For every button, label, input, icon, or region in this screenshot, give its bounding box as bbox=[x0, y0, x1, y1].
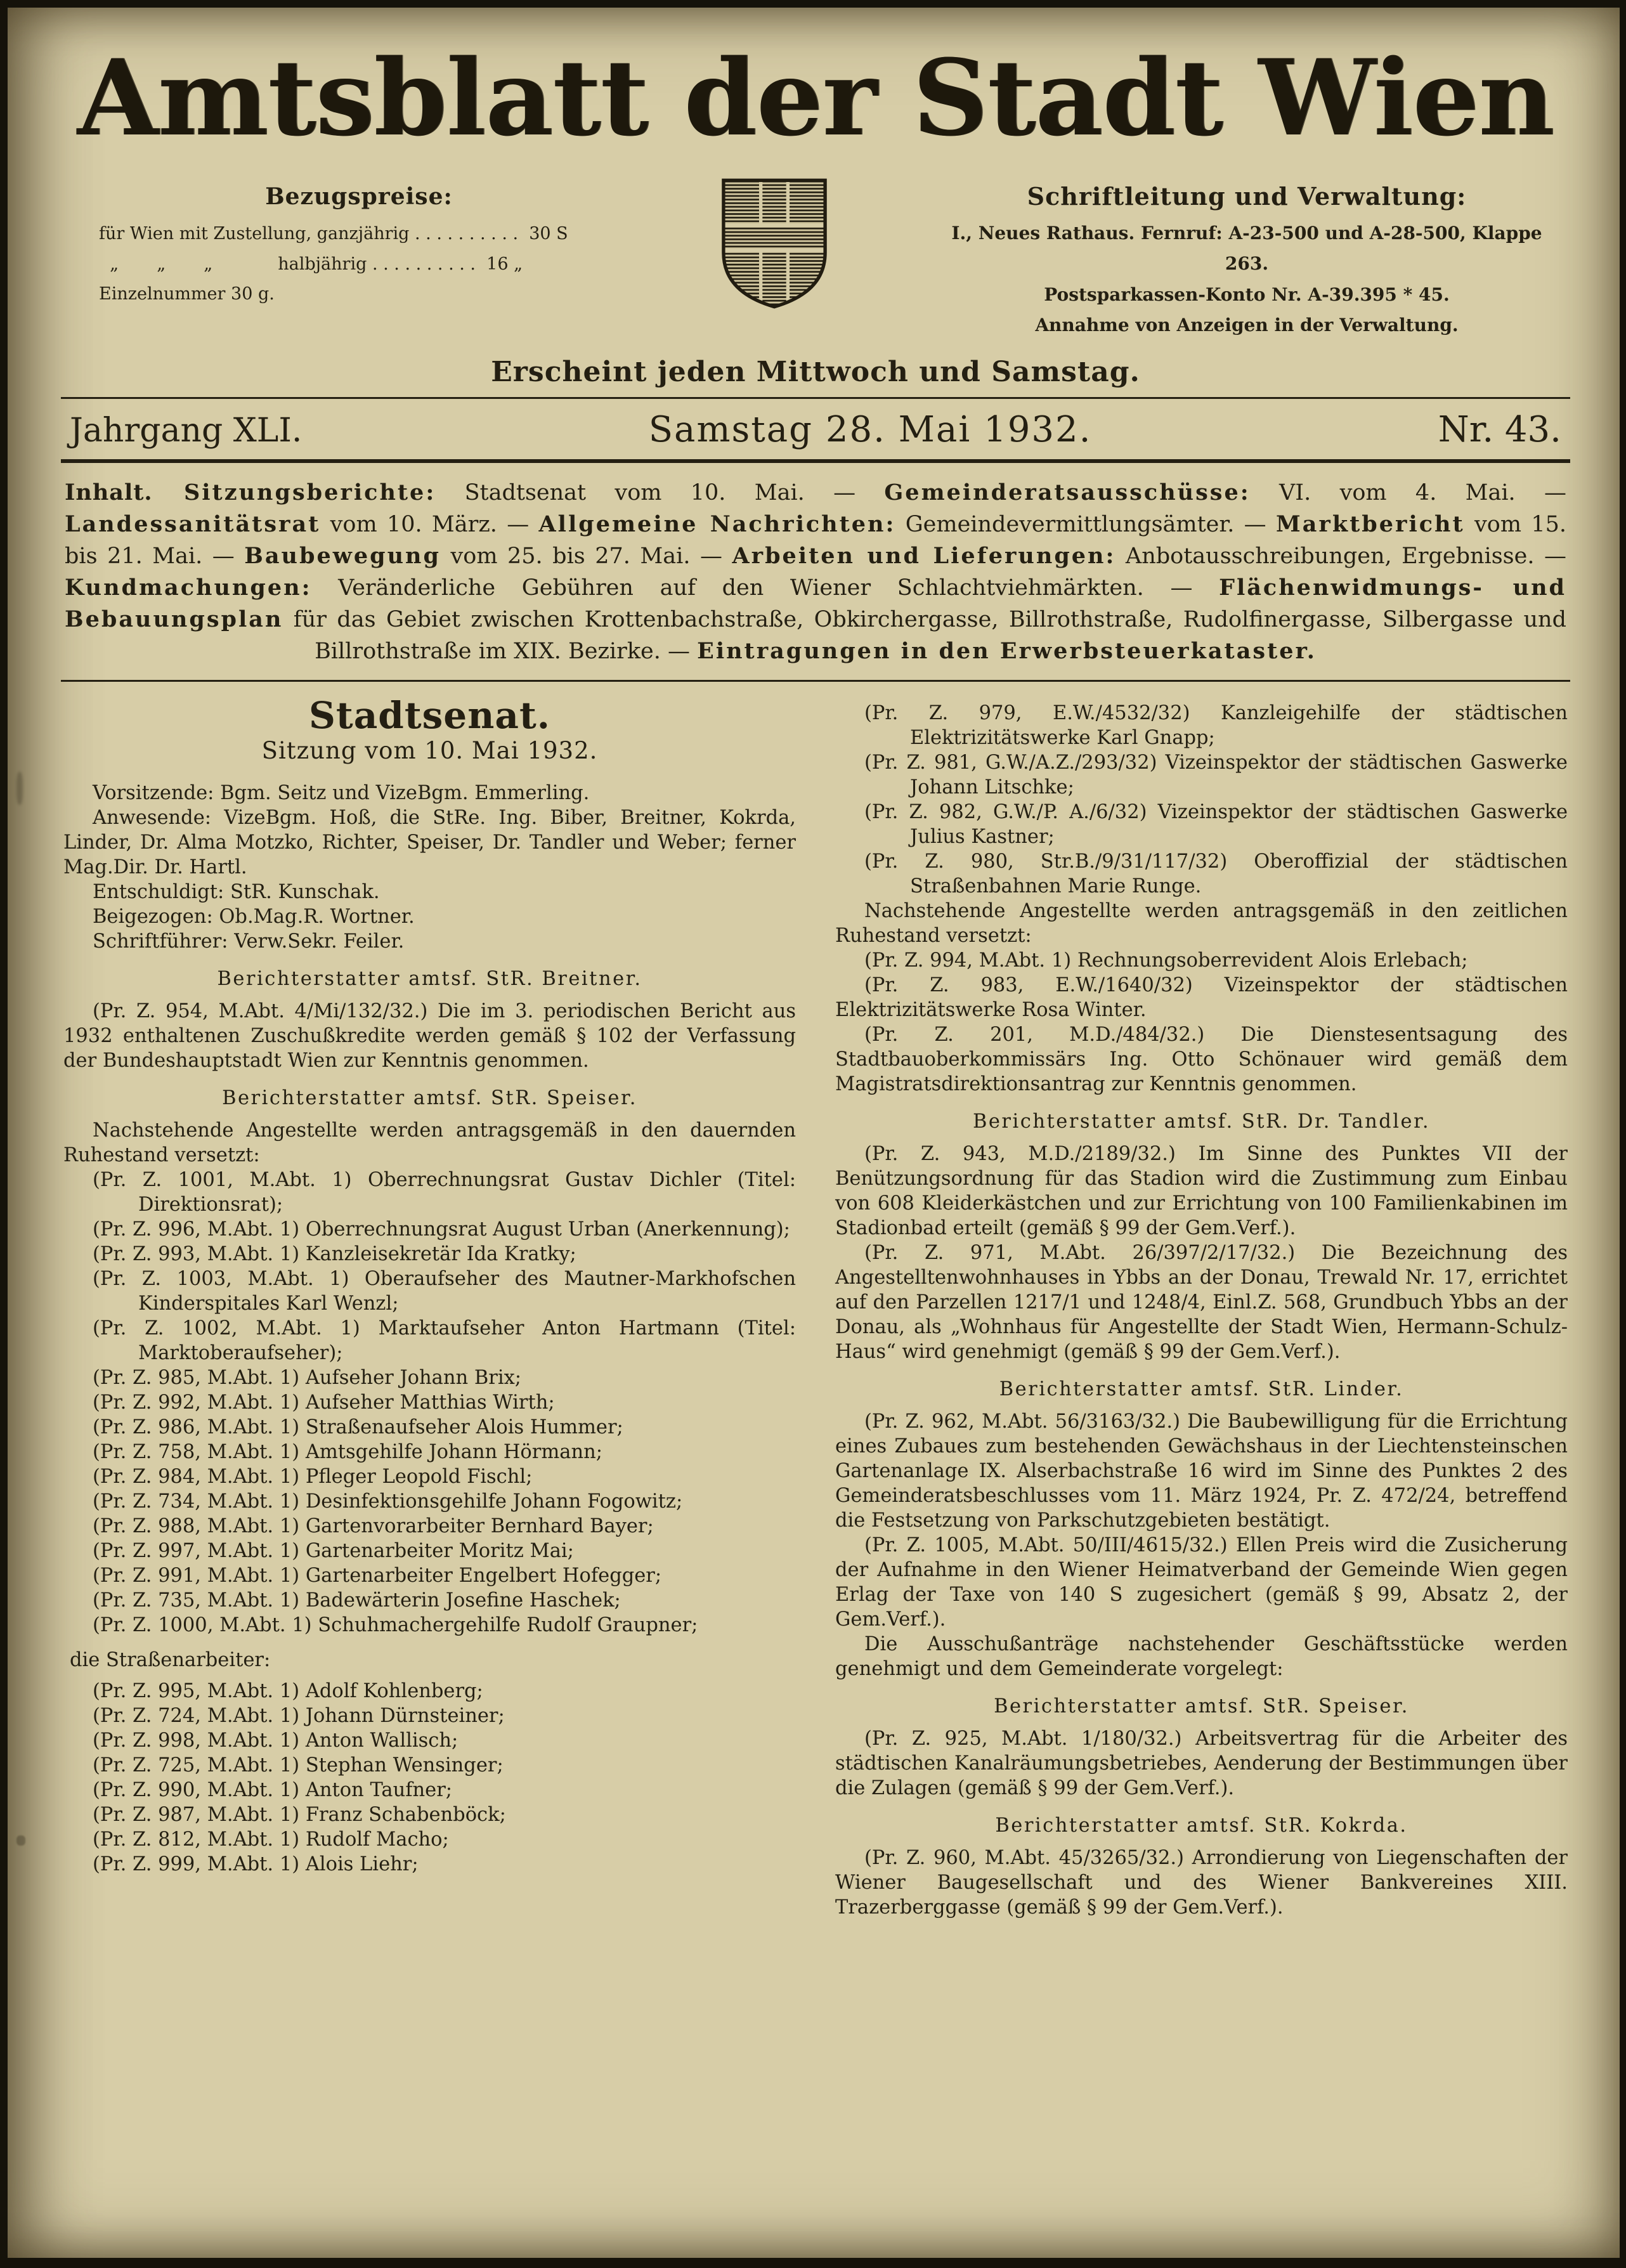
scan-smudge bbox=[16, 772, 23, 805]
paragraph: (Pr. Z. 925, M.Abt. 1/180/32.) Arbeitsvertrag für die Arbeiter des städtischen Kanalräumungsbetriebes, Aenderung der Bestimmungen über die Zulagen (gemäß § 99 der Gem.Verf.). bbox=[835, 1728, 1568, 1800]
paragraph: (Pr. Z. 724, M.Abt. 1) Johann Dürnsteiner; bbox=[93, 1705, 505, 1728]
left-column-paragraphs bbox=[63, 781, 796, 1877]
issue-date: Samstag 28. Mai 1932. bbox=[648, 408, 1092, 450]
paragraph: (Pr. Z. 986, M.Abt. 1) Straßenaufseher Alois Hummer; bbox=[93, 1416, 623, 1439]
horizontal-rule-thick bbox=[61, 459, 1570, 463]
publication-schedule-line: Erscheint jeden Mittwoch und Samstag. bbox=[491, 355, 1140, 388]
pricing-line: Einzelnummer 30 g. bbox=[99, 284, 275, 304]
paragraph: Anwesende: VizeBgm. Hoß, die StRe. Ing. Biber, Breitner, Kokrda, Linder, Dr. Alma Motzko, Richter, Speiser, Dr. Tandler und Weber; ferner Mag.Dir. Dr. Hartl. bbox=[63, 807, 796, 879]
horizontal-rule bbox=[61, 680, 1570, 682]
toc-segment: Gemeindevermittlungsämter. — bbox=[895, 511, 1276, 537]
paragraph: (Pr. Z. 981, G.W./A.Z./293/32) Vizeinspektor der städtischen Gaswerke Johann Litschke; bbox=[864, 752, 1568, 799]
paragraph: (Pr. Z. 1003, M.Abt. 1) Oberaufseher des Mautner-Markhofschen Kinderspitales Karl Wenzl; bbox=[93, 1268, 796, 1315]
toc-segment: für das Gebiet zwischen Krottenbachstraße, Obkirchergasse, Billrothstraße, Rudolfinergasse, Silbergasse und Billrothstraße im XIX. Bezirke. — bbox=[283, 607, 1566, 665]
paragraph: (Pr. Z. 992, M.Abt. 1) Aufseher Matthias Wirth; bbox=[93, 1391, 555, 1414]
paragraph: (Pr. Z. 998, M.Abt. 1) Anton Wallisch; bbox=[93, 1730, 459, 1752]
paragraph: (Pr. Z. 1002, M.Abt. 1) Marktaufseher Anton Hartmann (Titel: Marktoberaufseher); bbox=[93, 1317, 796, 1365]
paragraph: (Pr. Z. 980, Str.B./9/31/117/32) Oberoffizial der städtischen Straßenbahnen Marie Runge. bbox=[864, 850, 1568, 898]
paragraph: (Pr. Z. 812, M.Abt. 1) Rudolf Macho; bbox=[93, 1828, 449, 1851]
paragraph: (Pr. Z. 993, M.Abt. 1) Kanzleisekretär Ida Kratky; bbox=[93, 1243, 576, 1266]
dateline bbox=[61, 399, 1570, 459]
scan-smudge bbox=[16, 1835, 25, 1846]
paragraph: (Pr. Z. 983, E.W./1640/32) Vizeinspektor der städtischen Elektrizitätswerke Rosa Winter. bbox=[835, 974, 1568, 1022]
paragraph: die Straßenarbeiter: bbox=[70, 1649, 271, 1672]
toc-segment: Gemeinderatsausschüsse: bbox=[884, 479, 1251, 505]
toc-segment: Stadtsenat vom 10. Mai. — bbox=[436, 479, 885, 505]
paragraph: (Pr. Z. 999, M.Abt. 1) Alois Liehr; bbox=[93, 1853, 419, 1876]
article-columns bbox=[61, 694, 1570, 1920]
right-column-paragraphs bbox=[835, 701, 1568, 1920]
editorial-office-block bbox=[930, 172, 1564, 341]
toc-segment: Baubewegung bbox=[244, 542, 441, 569]
masthead-title: Amtsblatt der Stadt Wien bbox=[77, 36, 1554, 159]
paragraph: Vorsitzende: Bgm. Seitz und VizeBgm. Emmerling. bbox=[93, 782, 590, 805]
toc-segment: VI. vom 4. Mai. — bbox=[1250, 479, 1566, 505]
paragraph: (Pr. Z. 991, M.Abt. 1) Gartenarbeiter Engelbert Hofegger; bbox=[93, 1565, 662, 1587]
paragraph: (Pr. Z. 954, M.Abt. 4/Mi/132/32.) Die im 3. periodischen Bericht aus 1932 enthaltenen Zuschußkredite werden gemäß § 102 der Verfassung der Bundeshauptstadt Wien zur Kenntnis genommen. bbox=[63, 1000, 796, 1072]
toc-segment: vom 25. bis 27. Mai. — bbox=[440, 543, 732, 569]
paragraph: (Pr. Z. 979, E.W./4532/32) Kanzleigehilfe der städtischen Elektrizitätswerke Karl Gnapp; bbox=[864, 702, 1568, 750]
table-of-contents bbox=[65, 477, 1566, 667]
paragraph: (Pr. Z. 971, M.Abt. 26/397/2/17/32.) Die Bezeichnung des Angestelltenwohnhauses in Ybbs an der Donau, Trewald Nr. 17, errichtet auf den Parzellen 1217/1 und 1248/4, Einl.Z. 568, Grundbuch Ybbs an der Donau, als „Wohnhaus für Angestellte der Stadt Wien, Hermann-Schulz-Haus“ wird genehmigt (gemäß § 99 der Gem.Verf.). bbox=[835, 1242, 1568, 1364]
paragraph: Die Ausschußanträge nachstehender Geschäftsstücke werden genehmigt und dem Gemeinderate vorgelegt: bbox=[835, 1633, 1568, 1681]
paragraph: (Pr. Z. 962, M.Abt. 56/3163/32.) Die Baubewilligung für die Errichtung eines Zubaues zum bestehenden Gewächshaus in der Liechtensteinschen Gartenanlage IX. Alserbachstraße 16 wird im Sinne des Punktes 2 des Gemeinderatsbeschlusses vom 11. März 1924, Pr. Z. 472/24, betreffend die Festsetzung von Parkschutzgebieten bestätigt. bbox=[835, 1411, 1568, 1532]
paragraph: (Pr. Z. 1005, M.Abt. 50/III/4615/32.) Ellen Preis wird die Zusicherung der Aufnahme in den Wiener Heimatverband der Gemeinde Wien gegen Erlag der Taxe von 140 S zugesichert (gemäß § 99, Absatz 2, der Gem.Verf.). bbox=[835, 1534, 1568, 1631]
toc-segment: Anbotausschreibungen, Ergebnisse. — bbox=[1115, 543, 1566, 569]
paragraph: (Pr. Z. 982, G.W./P. A./6/32) Vizeinspektor der städtischen Gaswerke Julius Kastner; bbox=[864, 801, 1568, 849]
paragraph: (Pr. Z. 994, M.Abt. 1) Rechnungsoberrevident Alois Erlebach; bbox=[864, 949, 1468, 972]
pricing-heading: Bezugspreise: bbox=[265, 183, 453, 211]
paragraph: (Pr. Z. 960, M.Abt. 45/3265/32.) Arrondierung von Liegenschaften der Wiener Baugesellschaft und des Wiener Bankvereines XIII. Trazerberggasse (gemäß § 99 der Gem.Verf.). bbox=[835, 1847, 1568, 1919]
paragraph: Berichterstatter amtsf. StR. Breitner. bbox=[217, 968, 642, 991]
paragraph: (Pr. Z. 987, M.Abt. 1) Franz Schabenböck; bbox=[93, 1804, 506, 1827]
toc-label: Inhalt. bbox=[65, 479, 153, 505]
pricing-line: für Wien mit Zustellung, ganzjährig . . . . . . . . . . 30 S bbox=[99, 224, 568, 244]
paragraph: (Pr. Z. 996, M.Abt. 1) Oberrechnungsrat August Urban (Anerkennung); bbox=[93, 1218, 790, 1241]
toc-segment: vom 15. bis 21. Mai. — bbox=[65, 511, 1566, 569]
toc-segment: Flächenwidmungs- und Bebauungsplan bbox=[65, 575, 1566, 633]
paragraph: (Pr. Z. 997, M.Abt. 1) Gartenarbeiter Moritz Mai; bbox=[93, 1540, 574, 1563]
paragraph: Berichterstatter amtsf. StR. Dr. Tandler. bbox=[972, 1111, 1431, 1133]
pricing-line: „ „ „ halbjährig . . . . . . . . . . 16 „ bbox=[99, 254, 523, 274]
toc-segment: Arbeiten und Lieferungen: bbox=[732, 542, 1116, 569]
paragraph: (Pr. Z. 735, M.Abt. 1) Badewärterin Josefine Haschek; bbox=[93, 1589, 621, 1612]
paragraph: Berichterstatter amtsf. StR. Speiser. bbox=[222, 1087, 637, 1110]
administration-line: Postsparkassen-Konto Nr. A-39.395 * 45. bbox=[1044, 284, 1450, 305]
paragraph: Entschuldigt: StR. Kunschak. bbox=[93, 881, 380, 904]
paragraph: (Pr. Z. 1001, M.Abt. 1) Oberrechnungsrat Gustav Dichler (Titel: Direktionsrat); bbox=[93, 1169, 796, 1216]
paragraph: Nachstehende Angestellte werden antragsgemäß in den zeitlichen Ruhestand versetzt: bbox=[835, 900, 1568, 948]
issue-number: Nr. 43. bbox=[1438, 408, 1561, 450]
toc-segment: Veränderliche Gebühren auf den Wiener Schlachtviehmärkten. — bbox=[311, 575, 1220, 601]
paragraph: Berichterstatter amtsf. StR. Kokrda. bbox=[995, 1815, 1408, 1837]
paragraph: Nachstehende Angestellte werden antragsgemäß in den dauernden Ruhestand versetzt: bbox=[63, 1119, 796, 1167]
administration-line: I., Neues Rathaus. Fernruf: A-23-500 und A-28-500, Klappe 263. bbox=[951, 223, 1542, 275]
paragraph: (Pr. Z. 995, M.Abt. 1) Adolf Kohlenberg; bbox=[93, 1680, 483, 1703]
toc-segment: vom 10. März. — bbox=[320, 511, 539, 537]
paragraph: (Pr. Z. 758, M.Abt. 1) Amtsgehilfe Johann Hörmann; bbox=[93, 1441, 603, 1464]
vienna-crest-icon bbox=[718, 176, 831, 311]
paragraph: (Pr. Z. 943, M.D./2189/32.) Im Sinne des Punktes VII der Benützungsordnung für das Stadion wird die Zustimmung zum Einbau von 608 Kleiderkästchen und zur Errichtung von 100 Familienkabinen im Stadionbad erteilt (gemäß § 99 der Gem.Verf.). bbox=[835, 1143, 1568, 1240]
toc-segment: Eintragungen in den Erwerbsteuerkataster. bbox=[697, 638, 1317, 665]
left-column bbox=[63, 694, 796, 1920]
paragraph: (Pr. Z. 734, M.Abt. 1) Desinfektionsgehilfe Johann Fogowitz; bbox=[93, 1490, 683, 1513]
toc-text bbox=[65, 480, 1566, 664]
paragraph: (Pr. Z. 988, M.Abt. 1) Gartenvorarbeiter Bernhard Bayer; bbox=[93, 1515, 654, 1538]
administration-line: Annahme von Anzeigen in der Verwaltung. bbox=[1035, 314, 1459, 336]
right-column bbox=[835, 701, 1568, 1920]
paragraph: (Pr. Z. 725, M.Abt. 1) Stephan Wensinger; bbox=[93, 1754, 504, 1777]
toc-segment: Sitzungsberichte: bbox=[152, 479, 436, 505]
paragraph: (Pr. Z. 201, M.D./484/32.) Die Dienstesentsagung des Stadtbauoberkommissärs Ing. Otto Schönauer wird gemäß dem Magistratsdirektionsantrag zur Kenntnis genommen. bbox=[835, 1024, 1568, 1096]
section-title: Stadtsenat. bbox=[309, 694, 550, 738]
paragraph: Berichterstatter amtsf. StR. Linder. bbox=[999, 1378, 1404, 1401]
newspaper-front-page bbox=[8, 8, 1620, 2258]
volume-label: Jahrgang XLI. bbox=[70, 411, 302, 450]
paragraph: (Pr. Z. 1000, M.Abt. 1) Schuhmachergehilfe Rudolf Graupner; bbox=[93, 1614, 698, 1637]
toc-segment: Marktbericht bbox=[1275, 511, 1465, 537]
session-subtitle: Sitzung vom 10. Mai 1932. bbox=[261, 737, 598, 765]
administration-heading: Schriftleitung und Verwaltung: bbox=[1027, 182, 1467, 211]
paragraph: Beigezogen: Ob.Mag.R. Wortner. bbox=[93, 906, 415, 929]
header-row bbox=[61, 172, 1570, 341]
paragraph: (Pr. Z. 984, M.Abt. 1) Pfleger Leopold Fischl; bbox=[93, 1466, 533, 1489]
paragraph: Schriftführer: Verw.Sekr. Feiler. bbox=[93, 930, 405, 953]
toc-segment: Kundmachungen: bbox=[65, 575, 312, 601]
subscription-prices-block bbox=[99, 172, 619, 309]
crest-container bbox=[619, 172, 930, 311]
toc-segment: Landessanitätsrat bbox=[65, 511, 321, 537]
paragraph: Berichterstatter amtsf. StR. Speiser. bbox=[994, 1695, 1409, 1718]
paragraph: (Pr. Z. 985, M.Abt. 1) Aufseher Johann Brix; bbox=[93, 1367, 522, 1390]
paragraph: (Pr. Z. 990, M.Abt. 1) Anton Taufner; bbox=[93, 1779, 453, 1802]
toc-segment: Allgemeine Nachrichten: bbox=[538, 511, 896, 537]
